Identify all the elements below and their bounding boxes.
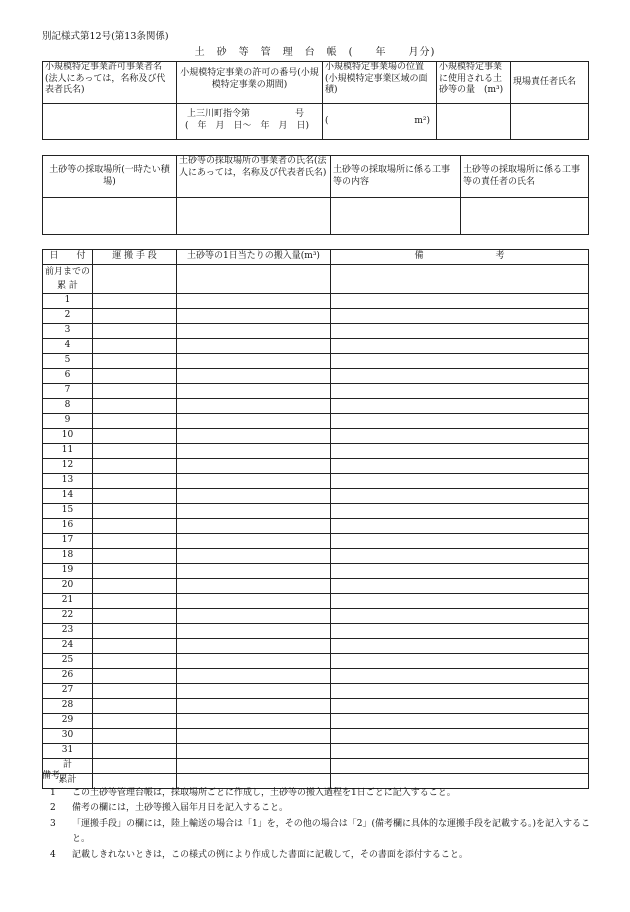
table-row (43, 459, 589, 474)
cell-remarks[interactable] (331, 504, 589, 519)
header-remarks: 備 考 (331, 250, 589, 265)
row-day-label: 26 (43, 669, 93, 684)
row-day-label: 9 (43, 414, 93, 429)
cell-volume[interactable] (177, 474, 331, 489)
cell-volume[interactable] (177, 549, 331, 564)
header-permit-holder: 小規模特定事業許可事業者名(法人にあっては，名称及び代表者氏名) (43, 62, 177, 104)
table-row (43, 444, 589, 459)
table-row (43, 699, 589, 714)
note-number: 3 (50, 818, 56, 829)
cell-volume[interactable] (177, 399, 331, 414)
cell-transport[interactable] (93, 354, 177, 369)
header-soil-volume: 小規模特定事業に使用される土砂等の量 (m³) (437, 62, 511, 104)
cell-remarks[interactable] (331, 399, 589, 414)
cell-volume[interactable] (177, 609, 331, 624)
cell-volume[interactable] (177, 309, 331, 324)
cell-volume[interactable] (177, 624, 331, 639)
cell-transport[interactable] (93, 324, 177, 339)
row-day-label: 4 (43, 339, 93, 354)
input-soil-volume[interactable] (437, 104, 511, 140)
cell-transport[interactable] (93, 729, 177, 744)
note-item (42, 801, 592, 817)
header-daily-volume: 土砂等の1日当たりの搬入量(m³) (177, 250, 331, 265)
cell-remarks[interactable] (331, 489, 589, 504)
cell-volume[interactable] (177, 699, 331, 714)
table-row (43, 714, 589, 729)
row-day-label: 11 (43, 444, 93, 459)
cell-remarks[interactable] (331, 699, 589, 714)
cell-remarks[interactable] (331, 654, 589, 669)
notes-heading: 備考 (42, 771, 61, 781)
row-day-label: 16 (43, 519, 93, 534)
table-row (43, 579, 589, 594)
row-day-label: 6 (43, 369, 93, 384)
cell-remarks[interactable] (331, 669, 589, 684)
table-row (43, 369, 589, 384)
cell-transport[interactable] (93, 459, 177, 474)
note-text: この土砂等管理台帳は，採取場所ごとに作成し，土砂等の搬入過程を1日ごとに記入すること。 (72, 787, 456, 798)
table-row (43, 384, 589, 399)
note-text: 記載しきれないときは，この様式の例により作成した書面に記載して，その書面を添付すること。 (72, 849, 468, 860)
row-day-label: 7 (43, 384, 93, 399)
business-info-table (42, 61, 589, 140)
cell-transport[interactable] (93, 594, 177, 609)
cell-remarks[interactable] (331, 444, 589, 459)
table-row (43, 324, 589, 339)
header-work-manager: 土砂等の採取場所に係る工事等の責任者の氏名 (461, 156, 589, 198)
row-cumulative-label: 累計 (43, 774, 93, 789)
row-day-label: 22 (43, 609, 93, 624)
cell-remarks[interactable] (331, 744, 589, 759)
page-title: 土 砂 等 管 理 台 帳 ( 年 月分) (194, 47, 436, 58)
header-work-content: 土砂等の採取場所に係る工事等の内容 (331, 156, 461, 198)
cell-remarks[interactable] (331, 474, 589, 489)
row-day-label: 1 (43, 294, 93, 309)
table-row (43, 339, 589, 354)
header-transport: 運 搬 手 段 (93, 250, 177, 265)
header-site-manager: 現場責任者氏名 (511, 62, 589, 104)
cell-remarks[interactable] (331, 339, 589, 354)
cell-remarks[interactable] (331, 384, 589, 399)
cell-transport[interactable] (93, 489, 177, 504)
cell-volume[interactable] (177, 459, 331, 474)
cell-volume[interactable] (177, 414, 331, 429)
row-day-label: 10 (43, 429, 93, 444)
cell-transport[interactable] (93, 474, 177, 489)
cell-transport[interactable] (93, 399, 177, 414)
table-row (43, 594, 589, 609)
row-day-label: 31 (43, 744, 93, 759)
permit-number-line: 上三川町指令第 号 (187, 109, 305, 119)
cell-transport[interactable] (93, 699, 177, 714)
header-site-location: 小規模特定事業場の位置(小規模特定事業区域の面積) (323, 62, 437, 104)
note-number: 4 (50, 849, 56, 860)
header-source-location: 土砂等の採取場所(一時たい積場) (43, 156, 177, 198)
cell-volume[interactable] (177, 354, 331, 369)
cell-transport[interactable] (93, 444, 177, 459)
cell-remarks[interactable] (331, 429, 589, 444)
note-item (42, 848, 592, 864)
row-prev-total-label: 前月までの 累 計 (43, 265, 93, 294)
row-total-label: 計 (43, 759, 93, 774)
cell-transport[interactable] (93, 519, 177, 534)
cell-volume[interactable] (177, 324, 331, 339)
notes-section (42, 769, 592, 863)
cell-remarks[interactable] (331, 594, 589, 609)
input-permit-holder[interactable] (43, 104, 177, 140)
cell-remarks[interactable] (331, 579, 589, 594)
table-row (43, 354, 589, 369)
cell-volume[interactable] (177, 504, 331, 519)
input-site-location[interactable] (323, 104, 437, 140)
cell-transport[interactable] (93, 654, 177, 669)
cell-remarks[interactable] (331, 714, 589, 729)
input-site-manager[interactable] (511, 104, 589, 140)
table-row (43, 504, 589, 519)
cell-transport[interactable] (93, 549, 177, 564)
cell-remarks[interactable] (331, 609, 589, 624)
cell-transport[interactable] (93, 624, 177, 639)
cell-volume[interactable] (177, 534, 331, 549)
cell-remarks[interactable] (331, 369, 589, 384)
input-source-operator[interactable] (177, 198, 331, 235)
note-number: 1 (50, 787, 56, 798)
table-row (43, 309, 589, 324)
header-source-operator: 土砂等の採取場所の事業者の氏名(法人にあっては，名称及び代表者氏名) (177, 156, 331, 198)
cell-remarks[interactable] (331, 549, 589, 564)
permit-period-line: ( 年 月 日〜 年 月 日) (185, 120, 310, 131)
row-day-label: 17 (43, 534, 93, 549)
table-row (43, 654, 589, 669)
cell-remarks[interactable] (331, 309, 589, 324)
header-permit-number: 小規模特定事業の許可の番号(小規模特定事業の期間) (177, 62, 323, 104)
cell-remarks[interactable] (331, 459, 589, 474)
cell-transport[interactable] (93, 669, 177, 684)
cell-remarks[interactable] (331, 265, 589, 294)
cell-remarks[interactable] (331, 624, 589, 639)
cell-remarks[interactable] (331, 564, 589, 579)
cell-volume[interactable] (177, 489, 331, 504)
cell-volume[interactable] (177, 594, 331, 609)
cell-remarks[interactable] (331, 354, 589, 369)
row-day-label: 2 (43, 309, 93, 324)
cell-volume[interactable] (177, 744, 331, 759)
cell-transport[interactable] (93, 744, 177, 759)
table-row (43, 399, 589, 414)
cell-volume[interactable] (177, 384, 331, 399)
cell-remarks[interactable] (331, 684, 589, 699)
table-row (43, 534, 589, 549)
table-row (43, 489, 589, 504)
input-work-manager[interactable] (461, 198, 589, 235)
cell-transport[interactable] (93, 564, 177, 579)
daily-log-table (42, 249, 589, 789)
cell-transport[interactable] (93, 684, 177, 699)
table-row (43, 294, 589, 309)
row-day-label: 23 (43, 624, 93, 639)
table-row (43, 429, 589, 444)
cell-transport[interactable] (93, 609, 177, 624)
row-day-label: 14 (43, 489, 93, 504)
row-day-label: 27 (43, 684, 93, 699)
row-day-label: 19 (43, 564, 93, 579)
cell-transport[interactable] (93, 429, 177, 444)
cell-remarks[interactable] (331, 414, 589, 429)
row-day-label: 13 (43, 474, 93, 489)
cell-volume[interactable] (177, 429, 331, 444)
table-row (43, 624, 589, 639)
table-row (43, 669, 589, 684)
table-row (43, 609, 589, 624)
row-day-label: 5 (43, 354, 93, 369)
table-row (43, 564, 589, 579)
cell-volume[interactable] (177, 714, 331, 729)
row-day-label: 25 (43, 654, 93, 669)
table-row (43, 549, 589, 564)
cell-transport[interactable] (93, 504, 177, 519)
cell-remarks[interactable] (331, 534, 589, 549)
cell-volume[interactable] (177, 369, 331, 384)
cell-volume[interactable] (177, 265, 331, 294)
cell-volume[interactable] (177, 444, 331, 459)
source-info-table (42, 155, 589, 235)
cell-transport[interactable] (93, 384, 177, 399)
cell-transport[interactable] (93, 579, 177, 594)
note-number: 2 (50, 803, 56, 813)
row-day-label: 15 (43, 504, 93, 519)
table-row (43, 474, 589, 489)
input-source-location[interactable] (43, 198, 177, 235)
cell-volume[interactable] (177, 639, 331, 654)
note-text: 備考の欄には，土砂等搬入届年月日を記入すること。 (72, 803, 289, 813)
cell-transport[interactable] (93, 309, 177, 324)
cell-transport[interactable] (93, 414, 177, 429)
note-text: 「運搬手段」の欄には，陸上輸送の場合は「1」を，その他の場合は「2」(備考欄に具体的な運搬手段を記載する。)を記入すること。 (72, 818, 590, 844)
cell-volume[interactable] (177, 564, 331, 579)
cell-volume[interactable] (177, 339, 331, 354)
cell-transport[interactable] (93, 294, 177, 309)
form-number: 別記様式第12号(第13条関係) (42, 31, 169, 42)
cell-transport[interactable] (93, 369, 177, 384)
cell-transport[interactable] (93, 639, 177, 654)
input-work-content[interactable] (331, 198, 461, 235)
row-day-label: 24 (43, 639, 93, 654)
cell-remarks[interactable] (331, 519, 589, 534)
table-row (43, 744, 589, 759)
cell-volume[interactable] (177, 654, 331, 669)
row-day-label: 21 (43, 594, 93, 609)
cell-transport[interactable] (93, 339, 177, 354)
header-date: 日 付 (43, 250, 93, 265)
cell-volume[interactable] (177, 294, 331, 309)
row-day-label: 20 (43, 579, 93, 594)
cell-transport[interactable] (93, 534, 177, 549)
row-day-label: 30 (43, 729, 93, 744)
note-item (42, 817, 592, 848)
row-day-label: 28 (43, 699, 93, 714)
cell-transport[interactable] (93, 714, 177, 729)
table-row (43, 729, 589, 744)
cell-volume[interactable] (177, 669, 331, 684)
cell-remarks[interactable] (331, 294, 589, 309)
row-day-label: 12 (43, 459, 93, 474)
cell-volume[interactable] (177, 729, 331, 744)
row-day-label: 3 (43, 324, 93, 339)
area-open: ( (325, 116, 329, 126)
area-unit: m²) (414, 116, 430, 126)
cell-volume[interactable] (177, 684, 331, 699)
row-day-label: 8 (43, 399, 93, 414)
note-item (42, 786, 592, 802)
cell-remarks[interactable] (331, 729, 589, 744)
table-row (43, 414, 589, 429)
input-permit-number[interactable] (177, 104, 323, 140)
table-row (43, 639, 589, 654)
cell-volume[interactable] (177, 519, 331, 534)
row-day-label: 18 (43, 549, 93, 564)
cell-volume[interactable] (177, 579, 331, 594)
cell-remarks[interactable] (331, 324, 589, 339)
table-row (43, 684, 589, 699)
cell-transport[interactable] (93, 265, 177, 294)
row-day-label: 29 (43, 714, 93, 729)
table-row (43, 519, 589, 534)
cell-remarks[interactable] (331, 639, 589, 654)
